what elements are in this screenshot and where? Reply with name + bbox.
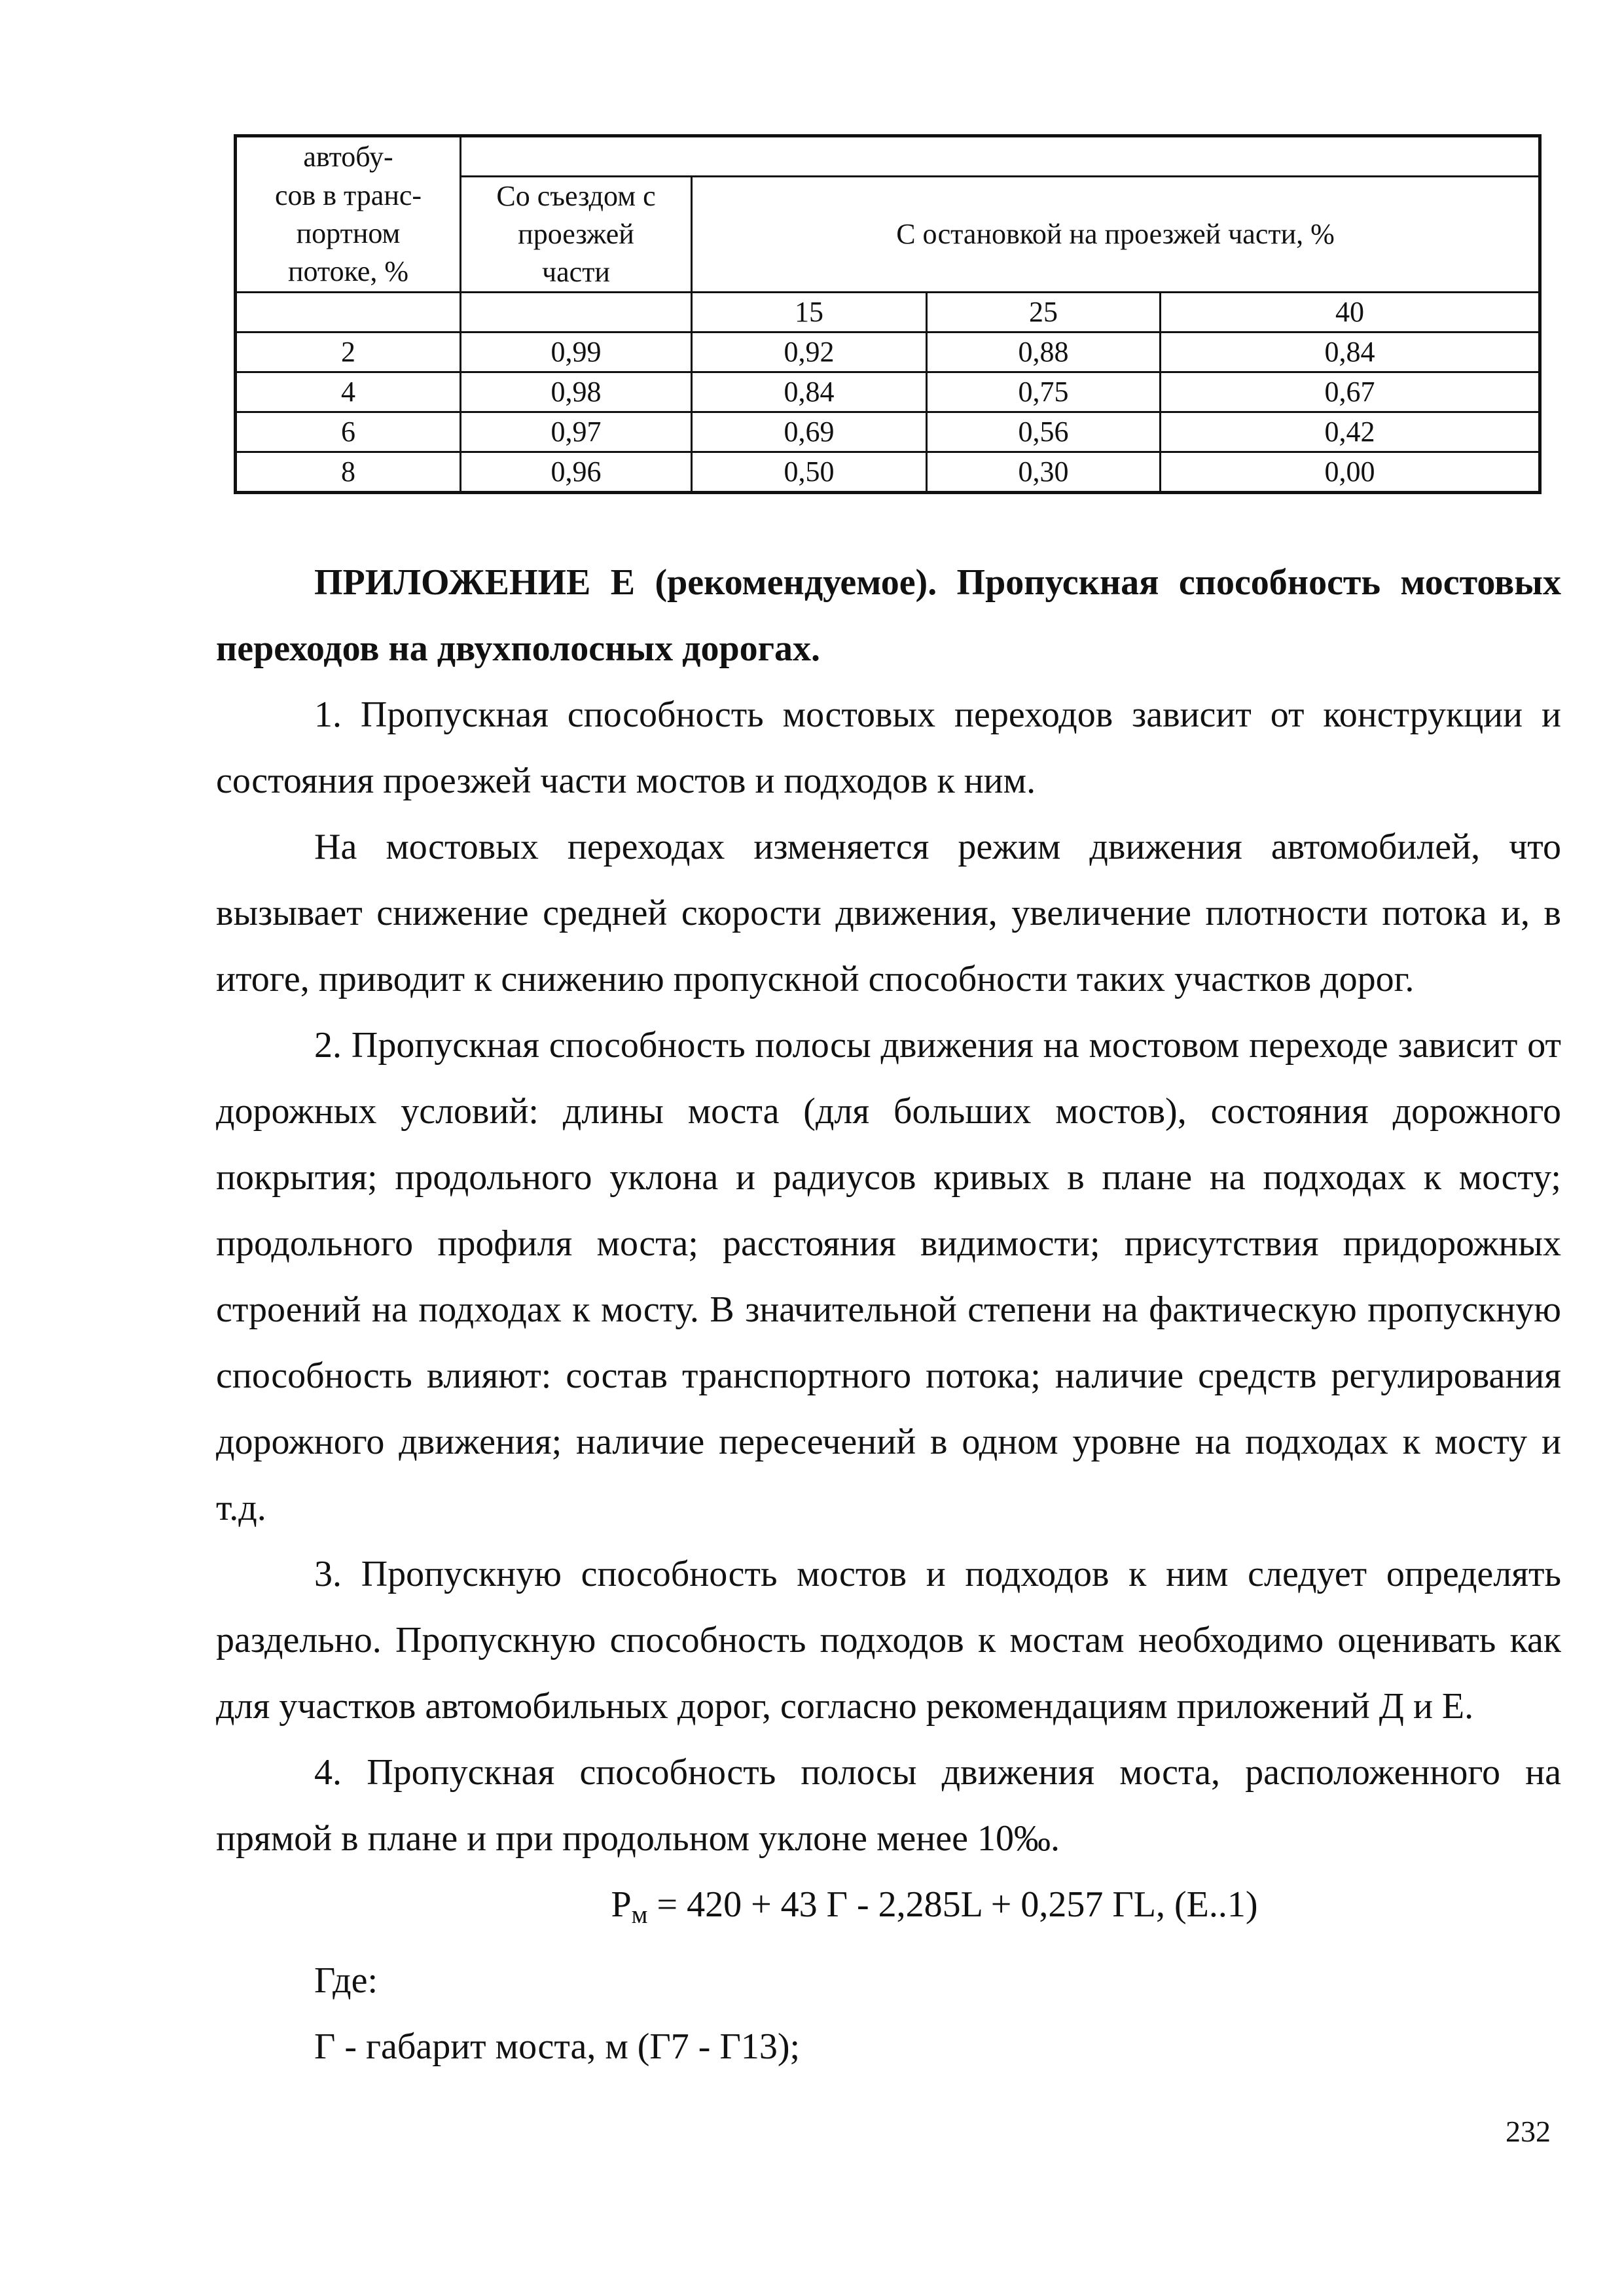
table-cell: 2 <box>236 332 461 372</box>
table-cell: 0,50 <box>692 452 927 493</box>
table-header-col2 <box>461 177 692 293</box>
formula-e1 <box>216 1872 1561 1948</box>
table-cell: 0,84 <box>692 372 927 412</box>
table-cell: 0,69 <box>692 412 927 452</box>
formula-lhs-subscript: м <box>631 1900 648 1929</box>
table-cell: 0,99 <box>461 332 692 372</box>
table-cell: 0,96 <box>461 452 692 493</box>
coefficient-table <box>234 134 1542 494</box>
table-header-col1-line: портном <box>296 217 401 250</box>
table-header-blank-cell <box>461 136 1540 177</box>
table-cell: 0,97 <box>461 412 692 452</box>
table-subheader-empty <box>461 293 692 332</box>
appendix-heading: ПРИЛОЖЕНИЕ Е (рекомендуемое). Пропускная способность мостовых переходов на двухполосных дорогах. <box>216 562 1561 669</box>
table-cell: 0,84 <box>1161 332 1540 372</box>
table-cell: 0,98 <box>461 372 692 412</box>
table-row <box>236 372 1540 412</box>
page-number: 232 <box>1506 2115 1551 2148</box>
table-cell: 0,00 <box>1161 452 1540 493</box>
table-header-col1-line: потоке, % <box>287 255 409 288</box>
table-cell: 0,75 <box>927 372 1161 412</box>
paragraph-4: 3. Пропускную способность мостов и подходов к ним следует определять раздельно. Пропускную способность подходов к мостам необходимо оценивать как для участков автомобильных дорог, согласно рекомендациям приложений Д и Е. <box>216 1554 1561 1727</box>
where-label: Где: <box>314 1960 378 2001</box>
table-cell: 0,56 <box>927 412 1161 452</box>
table-subheader-empty <box>236 293 461 332</box>
paragraph-5: 4. Пропускная способность полосы движения моста, расположенного на прямой в плане и при продольном уклоне менее 10‰. <box>216 1752 1561 1859</box>
paragraph-2: На мостовых переходах изменяется режим движения автомобилей, что вызывает снижение средней скорости движения, увеличение плотности потока и, в итоге, приводит к снижению пропускной способности таких участков дорог. <box>216 827 1561 999</box>
table-header-col2-line: Со съездом с <box>496 180 656 212</box>
table-cell: 6 <box>236 412 461 452</box>
table-subheader-15: 15 <box>692 293 927 332</box>
table-subheader-25: 25 <box>927 293 1161 332</box>
definition-gabarit: Г - габарит моста, м (Г7 - Г13); <box>314 2026 801 2067</box>
table-header-col1-line1: автобу- <box>236 136 461 177</box>
paragraph-3: 2. Пропускная способность полосы движения на мостовом переходе зависит от дорожных условий: длины моста (для больших мостов), состояния дорожного покрытия; продольного уклона и радиусов кривых в плане на подходах к мосту; продольного профиля моста; расстояния видимости; присутствия придорожных строений на подходах к мосту. В значительной степени на фактическую пропускную способность влияют: состав транспортного потока; наличие средств регулирования дорожного движения; наличие пересечений в одном уровне на подходах к мосту и т.д. <box>216 1025 1561 1528</box>
table-header-col1-line: сов в транс- <box>274 179 422 212</box>
formula-lhs: P <box>611 1884 632 1925</box>
table-header-col2-line: проезжей <box>518 218 634 250</box>
paragraph-1: 1. Пропускная способность мостовых переходов зависит от конструкции и состояния проезжей части мостов и подходов к ним. <box>216 694 1561 801</box>
table-cell: 8 <box>236 452 461 493</box>
table-row <box>236 452 1540 493</box>
table-cell: 0,67 <box>1161 372 1540 412</box>
table-subheader-40: 40 <box>1161 293 1540 332</box>
table-row <box>236 412 1540 452</box>
table-cell: 0,88 <box>927 332 1161 372</box>
table-row <box>236 332 1540 372</box>
table-cell: 0,42 <box>1161 412 1540 452</box>
table-header-col1 <box>236 177 461 293</box>
table-cell: 0,92 <box>692 332 927 372</box>
table-cell: 0,30 <box>927 452 1161 493</box>
body-text <box>216 550 1561 2080</box>
table-header-col2-line: части <box>542 256 610 288</box>
table-cell: 4 <box>236 372 461 412</box>
formula-rhs: = 420 + 43 Г - 2,285L + 0,257 ГL, (Е..1) <box>647 1884 1258 1925</box>
table-header-group-label: С остановкой на проезжей части, % <box>692 177 1540 293</box>
